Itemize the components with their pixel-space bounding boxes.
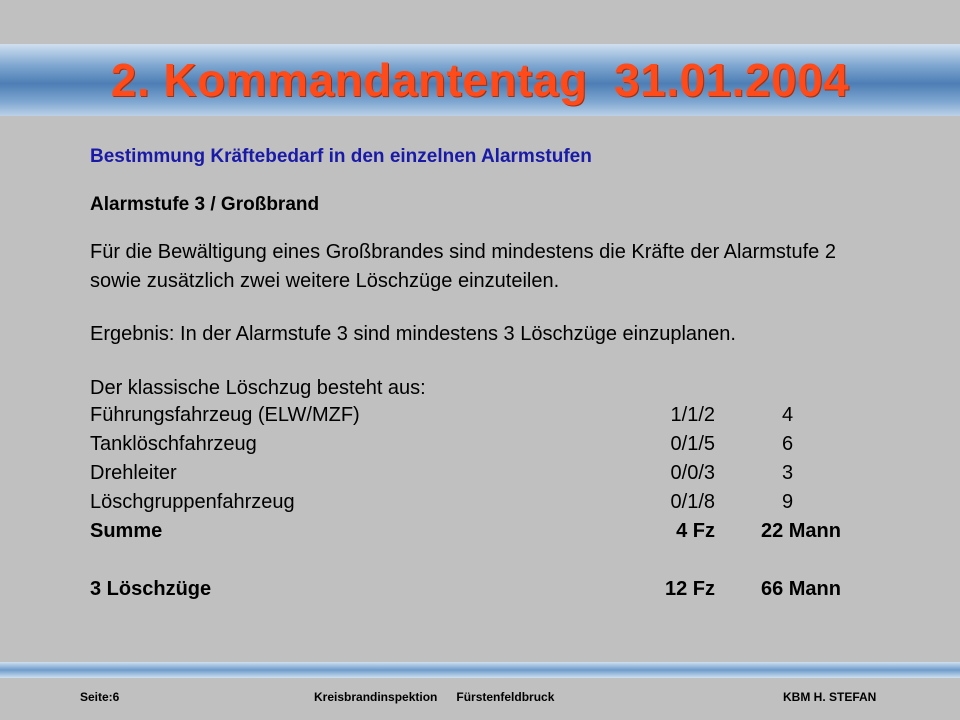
crew-code: 0/1/5 (670, 433, 715, 455)
vehicle-label: Tanklöschfahrzeug (90, 433, 257, 455)
total-fz: 12 Fz (664, 578, 715, 600)
summe-row (90, 520, 870, 549)
footer-banner (0, 662, 960, 678)
vehicle-label: Drehleiter (90, 462, 177, 484)
crew-code: 0/1/8 (670, 491, 715, 513)
table-row (90, 491, 870, 520)
table-row (90, 462, 870, 491)
crew-count: 6 (781, 433, 794, 455)
footer-organization: Kreisbrandinspektion Fürstenfeldbruck (314, 690, 555, 704)
summe-fz: 4 Fz (676, 520, 715, 542)
paragraph-composition: Der klassische Löschzug besteht aus: (90, 377, 426, 399)
page-number: Seite:6 (80, 690, 120, 704)
summe-mann: 22 Mann (760, 520, 841, 542)
total-mann: 66 Mann (760, 578, 841, 600)
crew-count: 3 (781, 462, 794, 484)
summe-label: Summe (90, 520, 163, 542)
vehicle-label: Führungsfahrzeug (ELW/MZF) (90, 404, 360, 426)
section-heading: Alarmstufe 3 / Großbrand (90, 194, 320, 215)
paragraph-result: Ergebnis: In der Alarmstufe 3 sind mindestens 3 Löschzüge einzuplanen. (90, 323, 736, 345)
grand-total-row (90, 578, 870, 607)
vehicle-table (90, 404, 870, 607)
slide-title: 2. Kommandantentag 31.01.2004 (110, 54, 850, 106)
table-row (90, 404, 870, 433)
crew-code: 0/0/3 (670, 462, 715, 484)
crew-code: 1/1/2 (670, 404, 715, 426)
vehicle-label: Löschgruppenfahrzeug (90, 491, 295, 513)
slide-subtitle: Bestimmung Kräftebedarf in den einzelnen Alarmstufen (90, 146, 592, 167)
paragraph-requirement: Für die Bewältigung eines Großbrandes sind mindestens die Kräfte der Alarmstufe 2 sowie zusätzlich zwei weitere Löschzüge einzuteilen. (90, 241, 836, 292)
footer-author: KBM H. STEFAN (783, 690, 877, 704)
total-label: 3 Löschzüge (90, 578, 212, 600)
crew-count: 4 (781, 404, 794, 426)
crew-count: 9 (781, 491, 794, 513)
table-row (90, 433, 870, 462)
